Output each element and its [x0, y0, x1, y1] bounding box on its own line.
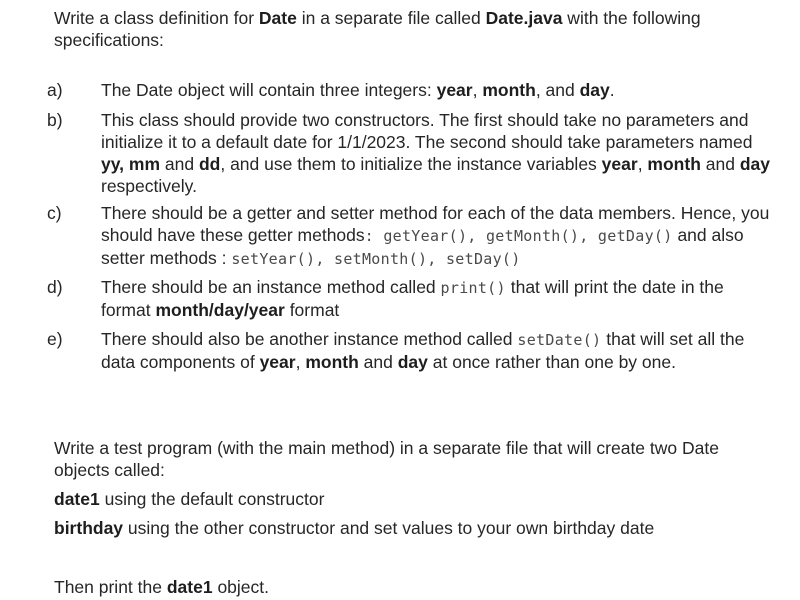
- date1-line: [54, 488, 754, 510]
- text-run: and also setter methods :: [101, 225, 744, 268]
- item-text: [101, 328, 773, 373]
- bold-term: month: [647, 154, 701, 174]
- text-run: using the other constructor and set values to your own birthday date: [123, 518, 655, 538]
- text-run: There should also be another instance method called: [101, 329, 518, 349]
- item-text: [101, 79, 773, 101]
- intro-text: Write a class definition for: [54, 8, 259, 28]
- bold-term: year: [436, 80, 473, 100]
- intro-text: in a separate file called: [296, 8, 486, 28]
- item-text: [101, 202, 773, 270]
- bold-term: dd: [198, 154, 221, 174]
- text-run: ,: [295, 352, 306, 372]
- bold-term: birthday: [54, 518, 124, 538]
- getter-methods-code: : getYear(), getMonth(), getDay(): [364, 227, 673, 245]
- item-marker: d): [47, 277, 63, 297]
- text-run: that will set all the data components of: [101, 329, 745, 372]
- bold-term: month: [482, 80, 536, 100]
- text-run: ,: [637, 154, 648, 174]
- text-run: ,: [472, 80, 483, 100]
- text-run: object.: [212, 577, 270, 597]
- bold-term: date1: [166, 577, 213, 597]
- bold-term: yy, mm: [101, 154, 161, 174]
- text-run: , and: [535, 80, 580, 100]
- intro-file-name: Date.java: [485, 8, 563, 28]
- bold-term: year: [259, 352, 296, 372]
- text-run: This class should provide two constructors. The first should take no parameters and initialize it to a default date for 1/1/2023. The second should take parameters named: [101, 110, 753, 152]
- text-run: at once rather than one by one.: [427, 352, 676, 372]
- item-marker: c): [47, 203, 62, 223]
- text-run: Then print the: [54, 577, 167, 597]
- print-instruction-line: [54, 576, 754, 598]
- item-marker: e): [47, 329, 63, 349]
- intro-paragraph: [54, 7, 754, 51]
- text-run: that will print the date in the format: [101, 277, 724, 320]
- text-run: and: [700, 154, 740, 174]
- setter-methods-code: setYear(), setMonth(), setDay(): [231, 250, 521, 268]
- birthday-line: [54, 517, 774, 539]
- text-run: There should be an instance method called: [101, 277, 441, 297]
- intro-class-name: Date: [258, 8, 297, 28]
- setdate-method-code: setDate(): [517, 331, 602, 349]
- test-program-paragraph: Write a test program (with the main method) in a separate file that will create two Date objects called:: [54, 438, 719, 480]
- text-run: respectively.: [101, 176, 197, 196]
- item-text: [101, 276, 773, 321]
- bold-term: month: [305, 352, 359, 372]
- bold-term: year: [601, 154, 638, 174]
- item-text: [101, 109, 773, 197]
- item-marker: a): [47, 80, 63, 100]
- bold-term: day: [739, 154, 770, 174]
- bold-term: day: [579, 80, 610, 100]
- text-run: and: [358, 352, 398, 372]
- bold-term: month/day/year: [155, 300, 285, 320]
- text-run: and: [160, 154, 199, 174]
- text-run: .: [609, 80, 615, 100]
- text-run: There should be a getter and setter method for each of the data members. Hence, you should have these getter methods: [101, 203, 770, 245]
- text-run: using the default constructor: [99, 489, 325, 509]
- bold-term: day: [397, 352, 428, 372]
- item-marker: b): [47, 110, 63, 130]
- text-run: The Date object will contain three integers:: [101, 80, 437, 100]
- print-method-code: print(): [440, 279, 506, 297]
- intro-text: with the following specifications:: [54, 8, 701, 50]
- text-run: , and use them to initialize the instance variables: [220, 154, 602, 174]
- text-run: format: [284, 300, 340, 320]
- bold-term: date1: [54, 489, 100, 509]
